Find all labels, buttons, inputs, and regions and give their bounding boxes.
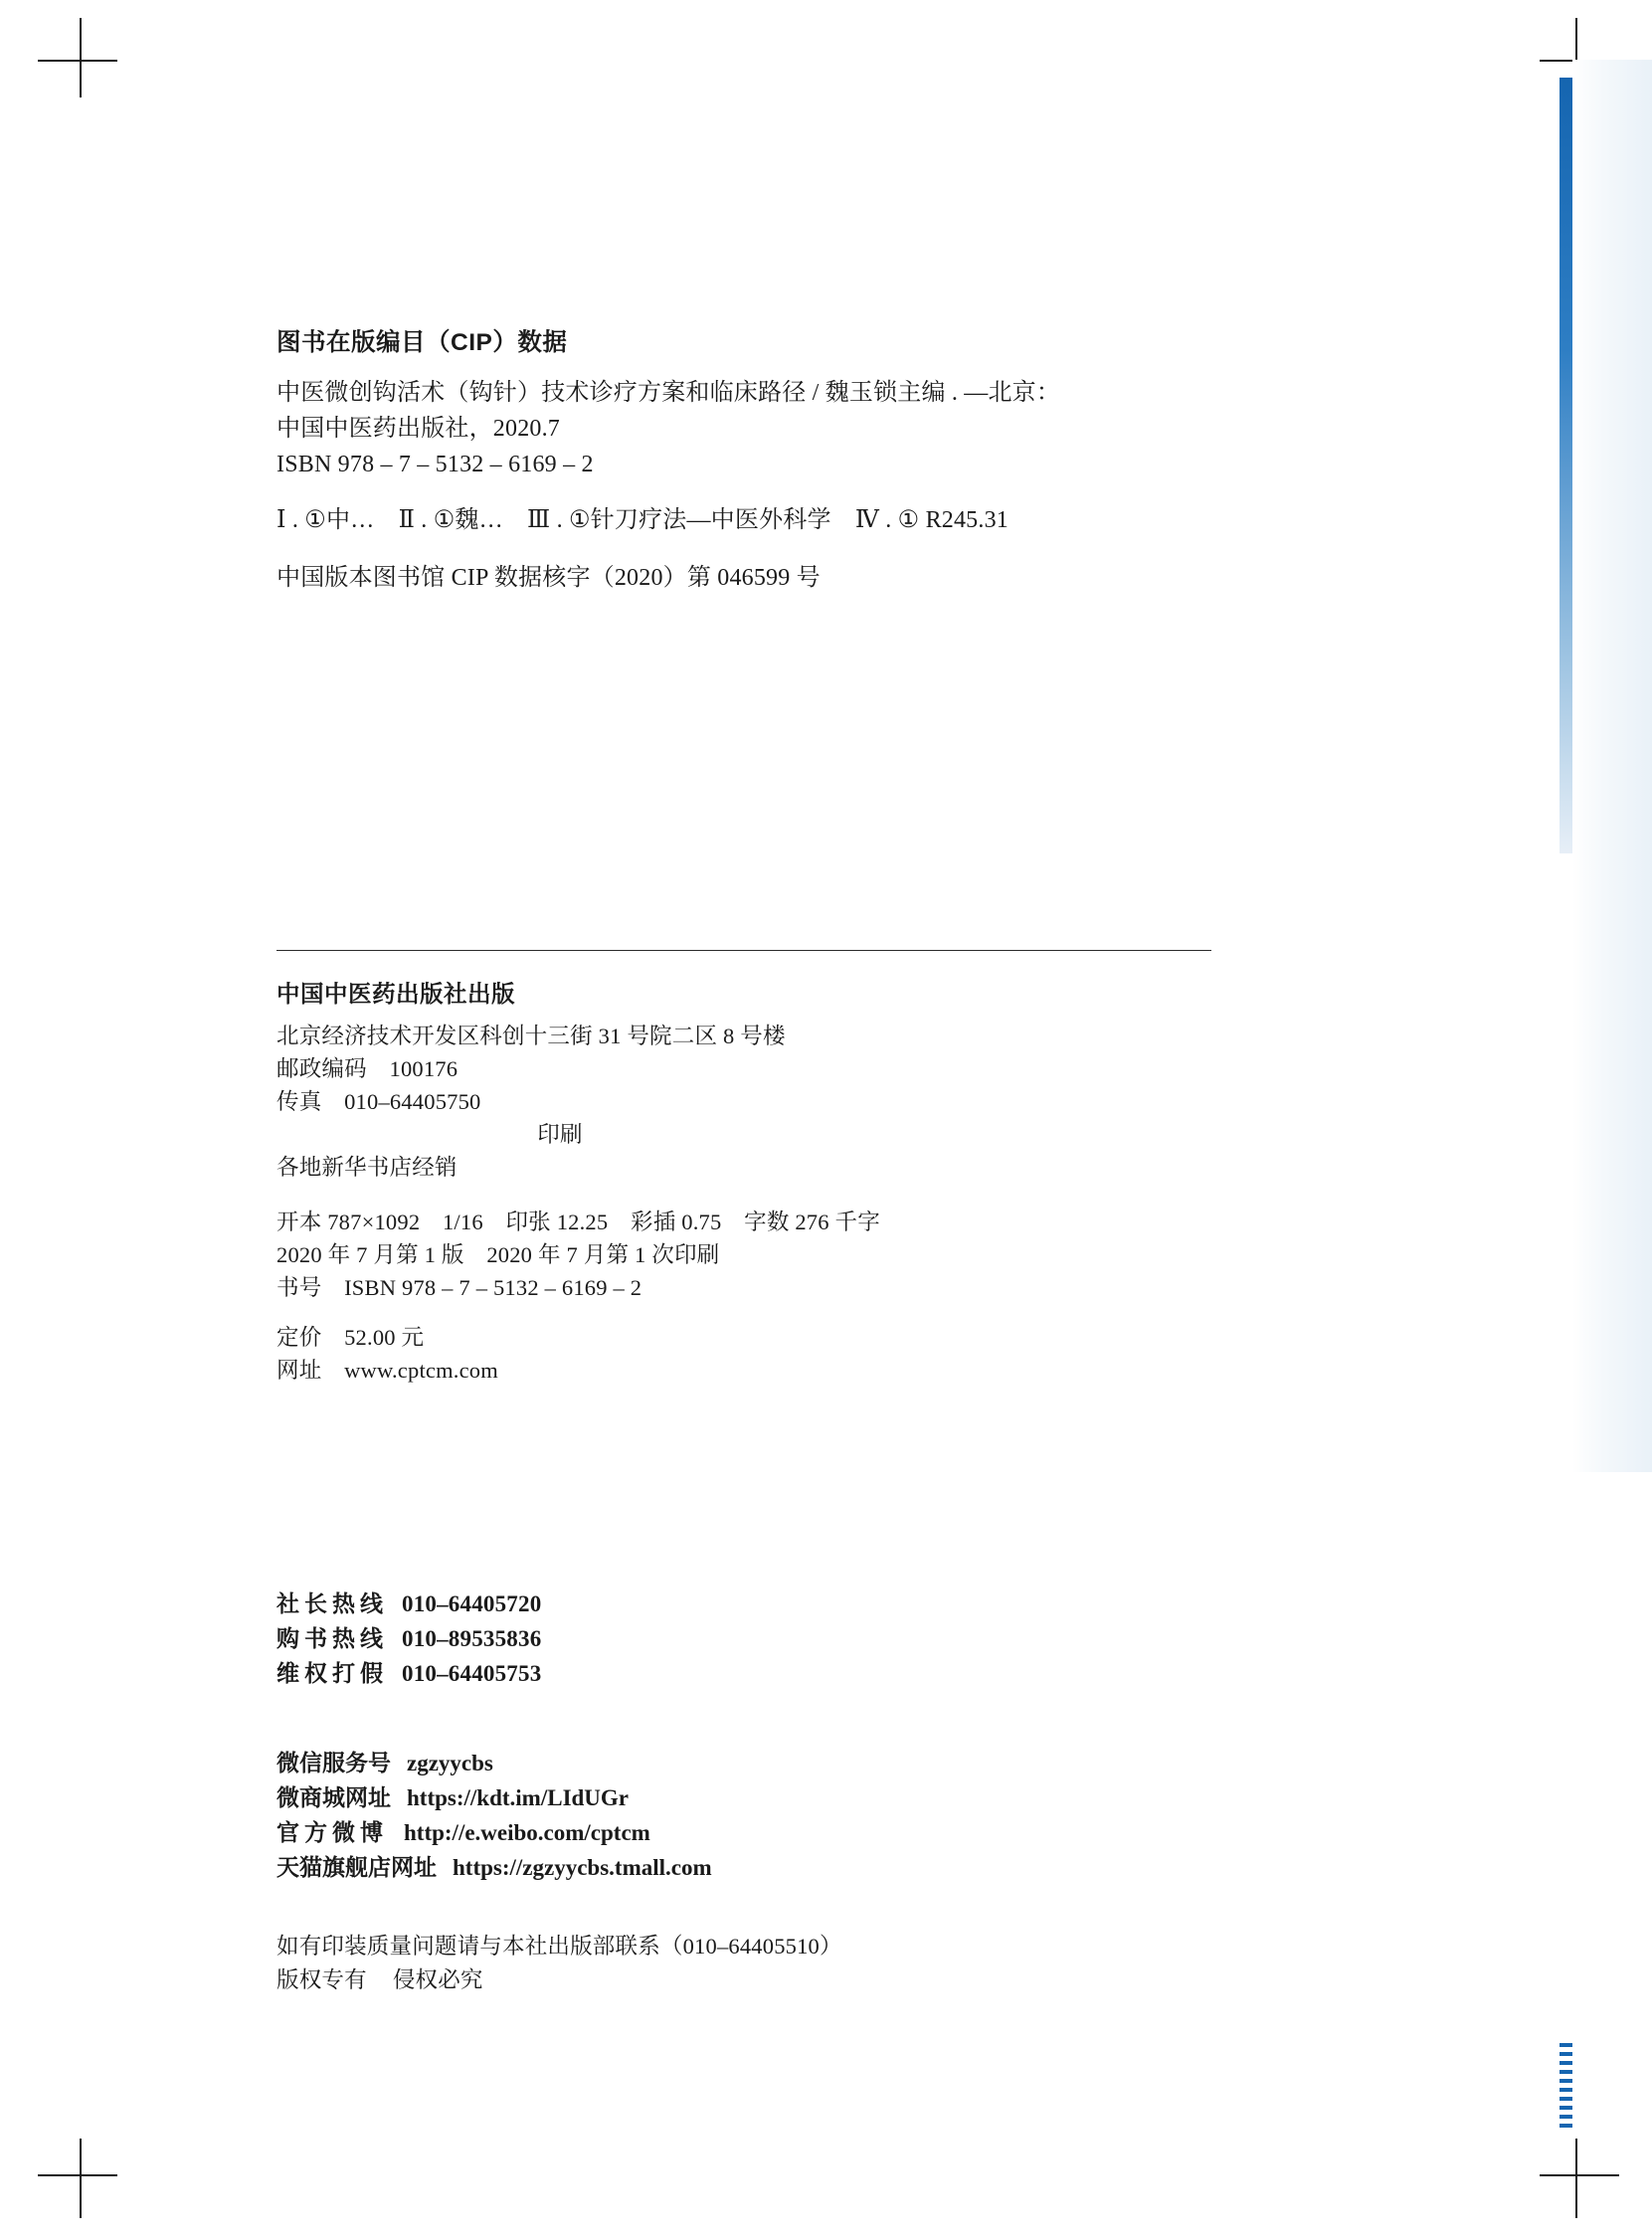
hotline-label: 社长热线 <box>276 1590 388 1616</box>
publisher-imprint-block <box>276 975 1211 1387</box>
cip-heading: 图书在版编目（CIP）数据 <box>276 329 568 356</box>
crop-mark-horizontal-line <box>1540 2174 1619 2176</box>
footer-notices <box>276 1930 1211 1997</box>
channel-label: 天猫旗舰店网址 <box>276 1854 437 1880</box>
hotline-item-purchase <box>276 1621 1211 1656</box>
cip-line-catalog-number: 中国版本图书馆 CIP 数据核字（2020）第 046599 号 <box>276 565 821 591</box>
cip-line-publisher: 中国中医药出版社，2020.7 <box>276 416 560 442</box>
cip-line-title: 中医微创钩活术（钩针）技术诊疗方案和临床路径 / 魏玉锁主编 . —北京： <box>276 380 1061 406</box>
decorative-accent-bar-top <box>1560 78 1572 853</box>
online-channels-list <box>276 1746 1211 1885</box>
book-format-spec: 开本 787×1092 1/16 印张 12.25 彩插 0.75 字数 276 千字 <box>276 1210 880 1234</box>
cip-data-block <box>276 323 1211 596</box>
channel-item-microshop <box>276 1780 1211 1815</box>
crop-mark-top-left <box>38 18 117 97</box>
crop-mark-bottom-right <box>1540 2139 1619 2218</box>
channel-value[interactable]: https://kdt.im/LIdUGr <box>407 1785 630 1810</box>
printing-house: 印刷 <box>537 1122 583 1147</box>
channel-value[interactable]: http://e.weibo.com/cptcm <box>404 1820 650 1845</box>
channel-value[interactable]: https://zgzyycbs.tmall.com <box>453 1855 712 1880</box>
price-info: 定价 52.00 元 <box>276 1325 425 1350</box>
section-divider <box>276 950 1211 951</box>
channel-label: 官方微博 <box>276 1819 388 1845</box>
copyright-page <box>269 0 1223 2240</box>
hotline-label: 维权打假 <box>276 1660 388 1686</box>
cip-line-classification: Ⅰ . ①中… Ⅱ . ①魏… Ⅲ . ①针刀疗法—中医外科学 Ⅳ . ① R245.31 <box>276 507 1009 533</box>
channel-value: zgzyycbs <box>407 1751 493 1775</box>
hotline-value: 010–64405753 <box>402 1661 542 1686</box>
crop-mark-bottom-left <box>38 2139 117 2218</box>
website-info: 网址 www.cptcm.com <box>276 1358 498 1383</box>
hotline-list <box>276 1587 1211 1691</box>
channel-item-wechat <box>276 1746 1211 1780</box>
hotline-value: 010–89535836 <box>402 1626 542 1651</box>
cip-line-isbn: ISBN 978 – 7 – 5132 – 6169 – 2 <box>276 452 594 477</box>
crop-mark-vertical-line <box>1575 2139 1577 2218</box>
publisher-postcode: 邮政编码 100176 <box>276 1056 459 1081</box>
hotline-value: 010–64405720 <box>402 1591 542 1616</box>
copyright-notice-part-b: 侵权必究 <box>392 1967 483 1992</box>
copyright-notice <box>276 1963 1211 1997</box>
publisher-name: 中国中医药出版社出版 <box>276 981 515 1007</box>
crop-mark-vertical-line <box>80 2139 82 2218</box>
decorative-edge-gradient <box>1572 60 1652 1472</box>
decorative-striped-bar-bottom <box>1560 2043 1572 2133</box>
crop-mark-vertical-line <box>80 18 82 97</box>
isbn-number: 书号 ISBN 978 – 7 – 5132 – 6169 – 2 <box>276 1275 642 1300</box>
hotline-label: 购书热线 <box>276 1625 388 1651</box>
hotline-item-director <box>276 1587 1211 1621</box>
quality-notice: 如有印装质量问题请与本社出版部联系（010–64405510） <box>276 1934 842 1959</box>
channel-label: 微信服务号 <box>276 1750 391 1775</box>
publisher-fax: 传真 010–64405750 <box>276 1089 481 1114</box>
crop-mark-horizontal-line <box>38 60 117 62</box>
publisher-address: 北京经济技术开发区科创十三街 31 号院二区 8 号楼 <box>276 1024 786 1048</box>
channel-item-tmall <box>276 1850 1211 1885</box>
hotline-item-anti-counterfeit <box>276 1656 1211 1691</box>
edition-info: 2020 年 7 月第 1 版 2020 年 7 月第 1 次印刷 <box>276 1242 720 1267</box>
channel-label: 微商城网址 <box>276 1784 391 1810</box>
crop-mark-horizontal-line <box>38 2174 117 2176</box>
copyright-notice-part-a: 版权专有 <box>276 1967 367 1992</box>
distribution-note: 各地新华书店经销 <box>276 1155 458 1180</box>
channel-item-weibo <box>276 1815 1211 1850</box>
